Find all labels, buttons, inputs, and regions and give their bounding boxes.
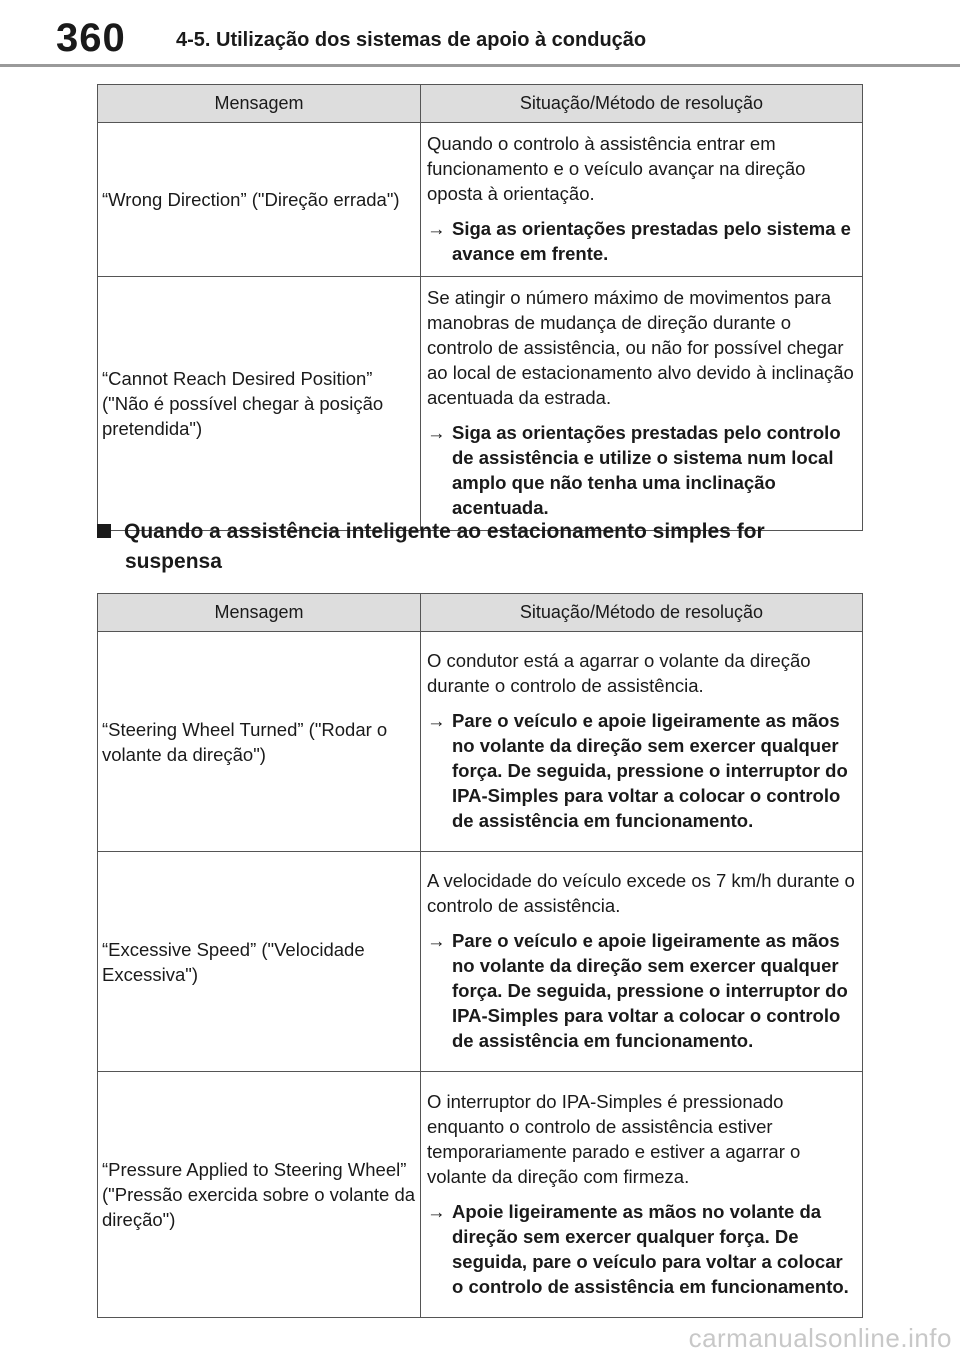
action-text: Siga as orientações prestadas pelo controlo de assistência e utilize o sistema num local amplo que não tenha uma inclinação acentuada. (452, 422, 841, 518)
arrow-right-icon: → (427, 930, 446, 951)
page-number: 360 (56, 16, 126, 60)
resolution-cell (421, 277, 863, 531)
action-item (427, 708, 856, 833)
action-text: Siga as orientações prestadas pelo sistema e avance em frente. (452, 218, 851, 264)
message-cell: “Steering Wheel Turned” ("Rodar o volante da direção") (98, 632, 421, 852)
action-item (427, 928, 856, 1053)
situation-text: Se atingir o número máximo de movimentos para manobras de mudança de direção durante o controlo de assistência, ou não for possível chegar ao local de estacionamento alvo devido à inclinação acentuada da estrada. (427, 287, 854, 408)
table-header-row (98, 594, 863, 632)
resolution-cell (421, 632, 863, 852)
watermark: carmanualsonline.info (688, 1323, 952, 1353)
table-row (98, 632, 863, 852)
table-row (98, 277, 863, 531)
resolution-cell (421, 123, 863, 277)
action-item (427, 216, 856, 266)
subsection-heading (97, 518, 857, 576)
table-header-row (98, 85, 863, 123)
resolution-cell (421, 1072, 863, 1318)
section-title: 4-5. Utilização dos sistemas de apoio à condução (176, 29, 647, 51)
message-table-1 (97, 84, 863, 531)
situation-text: Quando o controlo à assistência entrar em funcionamento e o veículo avançar na direção oposta à orientação. (427, 133, 806, 204)
arrow-right-icon: → (427, 422, 446, 443)
header-divider (0, 64, 960, 67)
situation-text: A velocidade do veículo excede os 7 km/h durante o controlo de assistência. (427, 870, 855, 916)
arrow-right-icon: → (427, 710, 446, 731)
subheading-line-2: suspensa (125, 550, 222, 573)
table-row (98, 1072, 863, 1318)
message-cell: “Cannot Reach Desired Position” ("Não é possível chegar à posição pretendida") (98, 277, 421, 531)
action-text: Pare o veículo e apoie ligeiramente as mãos no volante da direção sem exercer qualquer força. De seguida, pressione o interruptor do IPA-Simples para voltar a colocar o controlo de assistência em funcionamento. (452, 710, 848, 831)
square-bullet-icon (97, 524, 111, 538)
situation-text: O interruptor do IPA-Simples é pressionado enquanto o controlo de assistência estiver temporariamente parado e estiver a agarrar o volante da direção com firmeza. (427, 1090, 801, 1187)
arrow-right-icon: → (427, 218, 446, 239)
subheading-line-1: Quando a assistência inteligente ao estacionamento simples for (124, 520, 765, 543)
message-table-2 (97, 593, 863, 1318)
action-item (427, 420, 856, 520)
action-text: Pare o veículo e apoie ligeiramente as mãos no volante da direção sem exercer qualquer força. De seguida, pressione o interruptor do IPA-Simples para voltar a colocar o controlo de assistência em funcionamento. (452, 930, 848, 1051)
table-row (98, 123, 863, 277)
arrow-right-icon: → (427, 1200, 446, 1222)
situation-text: O condutor está a agarrar o volante da direção durante o controlo de assistência. (427, 650, 811, 696)
column-header-message: Mensagem (98, 85, 421, 123)
table-row (98, 852, 863, 1072)
column-header-resolution: Situação/Método de resolução (421, 594, 863, 632)
column-header-resolution: Situação/Método de resolução (421, 85, 863, 123)
action-item (427, 1199, 856, 1299)
action-text: Apoie ligeiramente as mãos no volante da direção sem exercer qualquer força. De seguida, pare o veículo para voltar a colocar o controlo de assistência em funcionamento. (452, 1200, 849, 1297)
resolution-cell (421, 852, 863, 1072)
message-cell: “Wrong Direction” ("Direção errada") (98, 123, 421, 277)
message-cell: “Pressure Applied to Steering Wheel” ("Pressão exercida sobre o volante da direção") (98, 1072, 421, 1318)
column-header-message: Mensagem (98, 594, 421, 632)
message-cell: “Excessive Speed” ("Velocidade Excessiva") (98, 852, 421, 1072)
